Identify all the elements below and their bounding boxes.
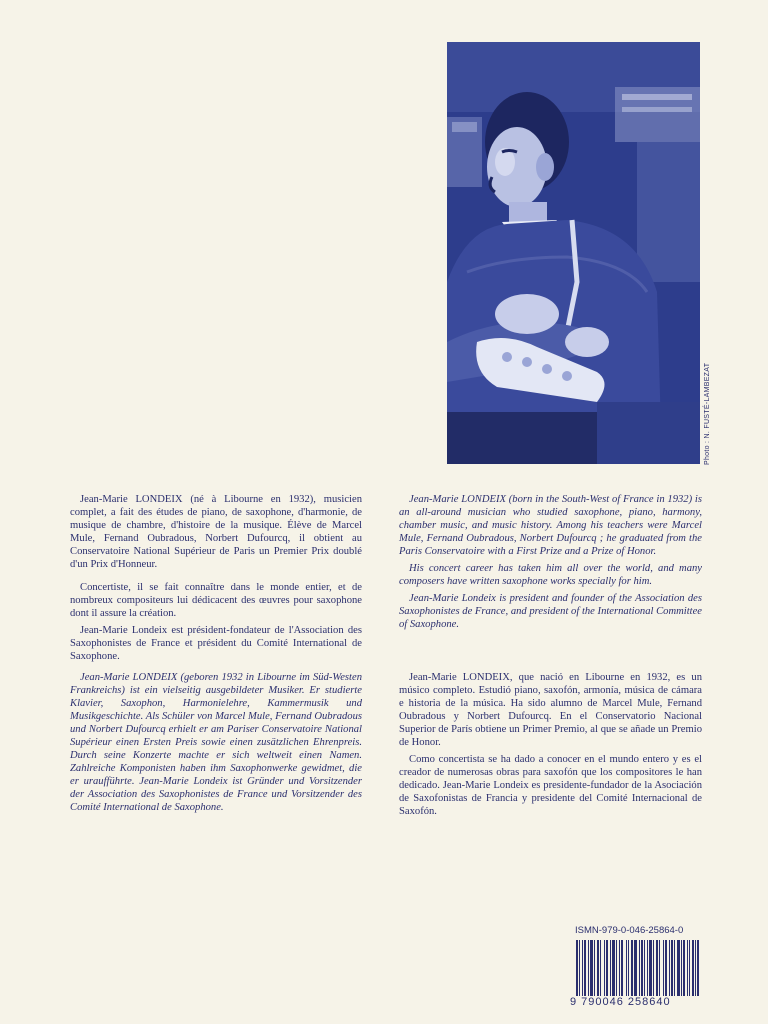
spanish-paragraph-1: Jean-Marie LONDEIX, que nació en Libourne en 1932, es un músico completo. Estudió piano, saxofón, armonía, música de cámara e historia de la música. Ha sido alumno de Marcel Mule, Fernand Oubradous y Norbert Dufourcq. En el Conservatorio Nacional Superior de París obtiene un Primer Premio, al que se añade un Premio de Honor. <box>399 672 702 748</box>
english-text <box>399 493 702 631</box>
photo-credit: Photo : N. FUSTÉ-LAMBEZAT <box>704 362 711 465</box>
english-paragraph-3: Jean-Marie Londeix is president and founder of the Association des Saxophonistes de France, and president of the International Committee of Saxophone. <box>399 593 702 630</box>
english-paragraph-1: Jean-Marie LONDEIX (born in the South-West of France in 1932) is an all-around musician who studied saxophone, piano, harmony, chamber music, and music history. Among his teachers were Marcel Mule, Fernand Oubradous, Norbert Dufourcq ; he graduated from the Paris Conservatoire with a First Prize and a Prize of Honor. <box>399 494 702 557</box>
barcode-bars <box>576 940 699 996</box>
french-text <box>70 493 362 663</box>
spanish-paragraph-2: Como concertista se ha dado a conocer en el mundo entero y es el creador de numerosas obras para saxofón que los compositores le han dedicado. Jean-Marie Londeix es presidente-fundador de la Asociación de Saxofonistas de Francia y presidente del Comité Internacional de Saxofón. <box>399 754 702 817</box>
french-paragraph-1: Jean-Marie LONDEIX (né à Libourne en 1932), musicien complet, a fait des études de piano, de saxophone, d'harmonie, de musique de chambre, d'histoire de la musique. Élève de Marcel Mule, Fernand Oubradous, Norbert Dufourcq, il obtient au Conservatoire National Supérieur de Paris un Premier Prix doublé d'un Prix d'Honneur. <box>70 494 362 570</box>
german-paragraph-1: Jean-Marie LONDEIX (geboren 1932 in Libourne im Süd-Westen Frankreichs) ist ein vielseitig ausgebildeter Musiker. Er studierte Klavier, Saxophon, Harmonielehre, Kammermusik und Musikgeschichte. Als Schüler von Marcel Mule, Fernand Oubradous und Norbert Dufourcq erhielt er am Pariser Conservatoire National Supérieur einen Ersten Preis sowie einen zusätzlichen Ehrenpreis. Durch seine Konzerte machte er sich weltweit einen Namen. Zahlreiche Komponisten haben ihm Saxophonwerke gewidmet, die er uraufführte. Jean-Marie Londeix ist Gründer und Vorsitzender der Association des Saxophonistes de France und Vorsitzender des Comité International de Saxophone. <box>70 672 362 813</box>
english-paragraph-2: His concert career has taken him all over the world, and many composers have written saxophone works specially for him. <box>399 563 702 587</box>
barcode-digits: 9 790046 258640 <box>570 996 671 1008</box>
portrait-illustration <box>447 42 700 464</box>
french-paragraph-3: Jean-Marie Londeix est président-fondateur de l'Association des Saxophonistes de France et président du Comité International de Saxophone. <box>70 625 362 662</box>
portrait-photo <box>447 42 700 464</box>
german-text <box>70 671 362 814</box>
ismn-label: ISMN-979-0-046-25864-0 <box>575 925 684 936</box>
spanish-text <box>399 671 702 818</box>
french-paragraph-2: Concertiste, il se fait connaître dans le monde entier, et de nombreux compositeurs lui dédicacent des œuvres pour saxophone dont il assure la création. <box>70 582 362 619</box>
barcode <box>570 940 703 1015</box>
